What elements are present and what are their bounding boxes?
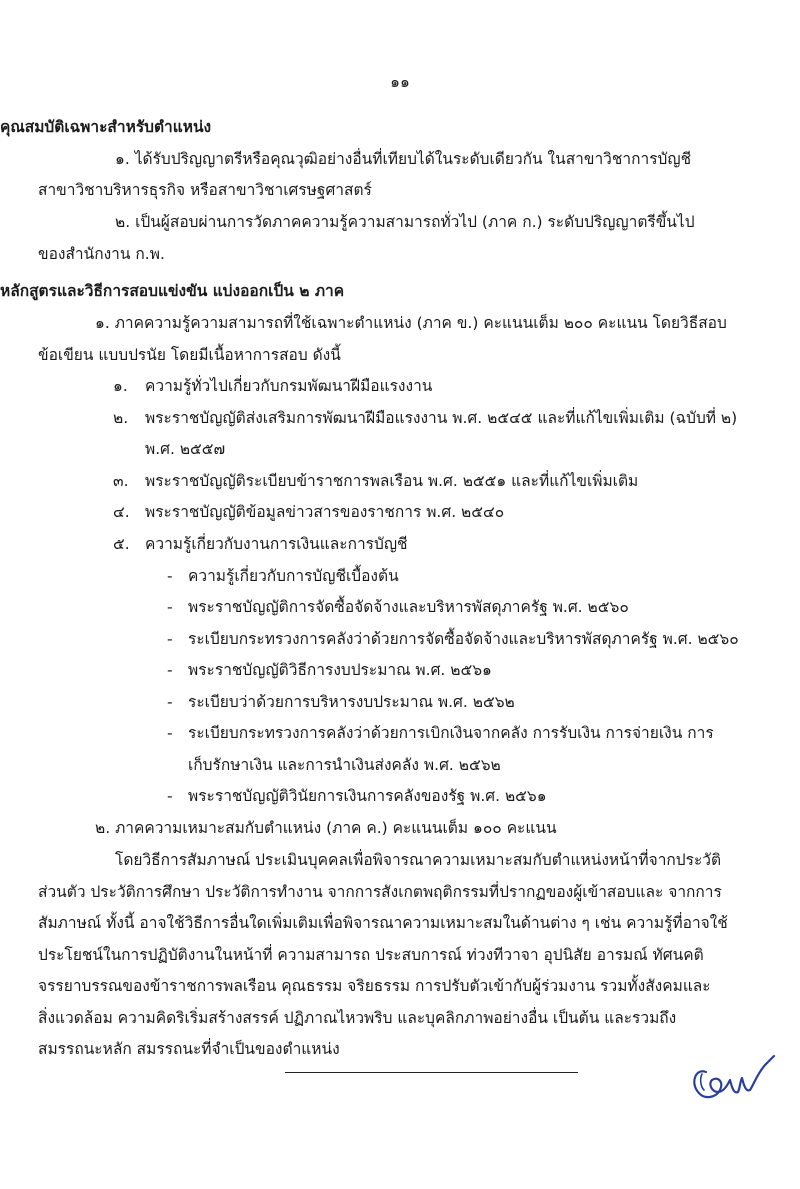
topic-text: พระราชบัญญัติข้อมูลข่าวสารของราชการ พ.ศ. ๒๕๔๐ xyxy=(145,503,505,521)
subtopic-dash: - xyxy=(167,724,173,742)
paragraph-line: สิ่งแวดล้อม ความคิดริเริ่มสร้างสรรค์ ปฏิภาณไหวพริบ และบุคลิกภาพอย่างอื่น เป็นต้น และรวมถึง xyxy=(38,1009,677,1027)
topic-number: ๒. xyxy=(113,409,129,427)
topic-text: พระราชบัญญัติระเบียบข้าราชการพลเรือน พ.ศ. ๒๕๕๑ และที่แก้ไขเพิ่มเติม xyxy=(145,472,639,490)
topic-text-continued: พ.ศ. ๒๕๕๗ xyxy=(145,440,226,458)
end-divider xyxy=(285,1072,578,1073)
subtopic-text: ความรู้เกี่ยวกับการบัญชีเบื้องต้น xyxy=(188,567,399,585)
subtopic-text-continued: เก็บรักษาเงิน และการนำเงินส่งคลัง พ.ศ. ๒๕๖๒ xyxy=(188,756,501,774)
qualification-1-line-2: สาขาวิชาบริหารธุรกิจ หรือสาขาวิชาเศรษฐศาสตร์ xyxy=(38,181,372,199)
topic-text: พระราชบัญญัติส่งเสริมการพัฒนาฝีมือแรงงาน พ.ศ. ๒๕๔๕ และที่แก้ไขเพิ่มเติม (ฉบับที่ ๒) xyxy=(145,409,738,427)
subtopic-text: ระเบียบว่าด้วยการบริหารงบประมาณ พ.ศ. ๒๕๖๒ xyxy=(188,693,515,711)
subtopic-text: พระราชบัญญัติการจัดซื้อจัดจ้างและบริหารพัสดุภาครัฐ พ.ศ. ๒๕๖๐ xyxy=(188,598,629,616)
topic-number: ๔. xyxy=(113,503,130,521)
subtopic-dash: - xyxy=(167,787,173,805)
paragraph-line: สมรรถนะหลัก สมรรถนะที่จำเป็นของตำแหน่ง xyxy=(38,1040,340,1058)
subtopic-dash: - xyxy=(167,693,173,711)
qualification-2-line-1: ๒. เป็นผู้สอบผ่านการวัดภาคความรู้ความสามารถทั่วไป (ภาค ก.) ระดับปริญญาตรีขึ้นไป xyxy=(115,213,695,231)
paragraph-line: ประโยชน์ในการปฏิบัติงานในหน้าที่ ความสามารถ ประสบการณ์ ท่วงทีวาจา อุปนิสัย อารมณ์ ทัศนคติ xyxy=(38,946,704,964)
signature-mark xyxy=(678,1042,778,1112)
qualification-1-line-1: ๑. ได้รับปริญญาตรีหรือคุณวุฒิอย่างอื่นที่เทียบได้ในระดับเดียวกัน ในสาขาวิชาการบัญชี xyxy=(115,150,692,168)
qualification-2-line-2: ของสำนักงาน ก.พ. xyxy=(38,245,165,263)
qualifications-heading: คุณสมบัติเฉพาะสำหรับตำแหน่ง xyxy=(0,118,212,136)
subtopic-text: ระเบียบกระทรวงการคลังว่าด้วยการเบิกเงินจากคลัง การรับเงิน การจ่ายเงิน การ xyxy=(188,724,714,742)
subtopic-dash: - xyxy=(167,598,173,616)
subtopic-dash: - xyxy=(167,661,173,679)
part-1-line-1: ๑. ภาคความรู้ความสามารถที่ใช้เฉพาะตำแหน่ง (ภาค ข.) คะแนนเต็ม ๒๐๐ คะแนน โดยวิธีสอบ xyxy=(95,314,727,332)
subtopic-dash: - xyxy=(167,567,173,585)
topic-text: ความรู้เกี่ยวกับงานการเงินและการบัญชี xyxy=(145,535,408,553)
page-number: ๑๑ xyxy=(390,73,410,91)
subtopic-dash: - xyxy=(167,630,173,648)
curriculum-heading: หลักสูตรและวิธีการสอบแข่งขัน แบ่งออกเป็น ๒ ภาค xyxy=(0,282,345,300)
paragraph-line: จรรยาบรรณของข้าราชการพลเรือน คุณธรรม จริยธรรม การปรับตัวเข้ากับผู้ร่วมงาน รวมทั้งสังคมและ xyxy=(38,977,711,995)
paragraph-line: สัมภาษณ์ ทั้งนี้ อาจใช้วิธีการอื่นใดเพิ่มเติมเพื่อพิจารณาความเหมาะสมในด้านต่าง ๆ เช่น ความรู้ที่อาจใช้ xyxy=(38,914,728,932)
topic-text: ความรู้ทั่วไปเกี่ยวกับกรมพัฒนาฝีมือแรงงาน xyxy=(145,377,433,395)
subtopic-text: พระราชบัญญัติวิธีการงบประมาณ พ.ศ. ๒๕๖๑ xyxy=(188,661,492,679)
paragraph-line: โดยวิธีการสัมภาษณ์ ประเมินบุคคลเพื่อพิจารณาความเหมาะสมกับตำแหน่งหน้าที่จากประวัติ xyxy=(115,851,722,869)
subtopic-text: พระราชบัญญัติวินัยการเงินการคลังของรัฐ พ.ศ. ๒๕๖๑ xyxy=(188,787,547,805)
part-2-line: ๒. ภาคความเหมาะสมกับตำแหน่ง (ภาค ค.) คะแนนเต็ม ๑๐๐ คะแนน xyxy=(95,819,557,837)
topic-number: ๑. xyxy=(113,377,128,395)
topic-number: ๓. xyxy=(113,472,129,490)
paragraph-line: ส่วนตัว ประวัติการศึกษา ประวัติการทำงาน จากการสังเกตพฤติกรรมที่ปรากฏของผู้เข้าสอบและ จากการ xyxy=(38,883,722,901)
part-1-line-2: ข้อเขียน แบบปรนัย โดยมีเนื้อหาการสอบ ดังนี้ xyxy=(38,346,341,364)
subtopic-text: ระเบียบกระทรวงการคลังว่าด้วยการจัดซื้อจัดจ้างและบริหารพัสดุภาครัฐ พ.ศ. ๒๕๖๐ xyxy=(188,630,739,648)
topic-number: ๕. xyxy=(113,535,130,553)
